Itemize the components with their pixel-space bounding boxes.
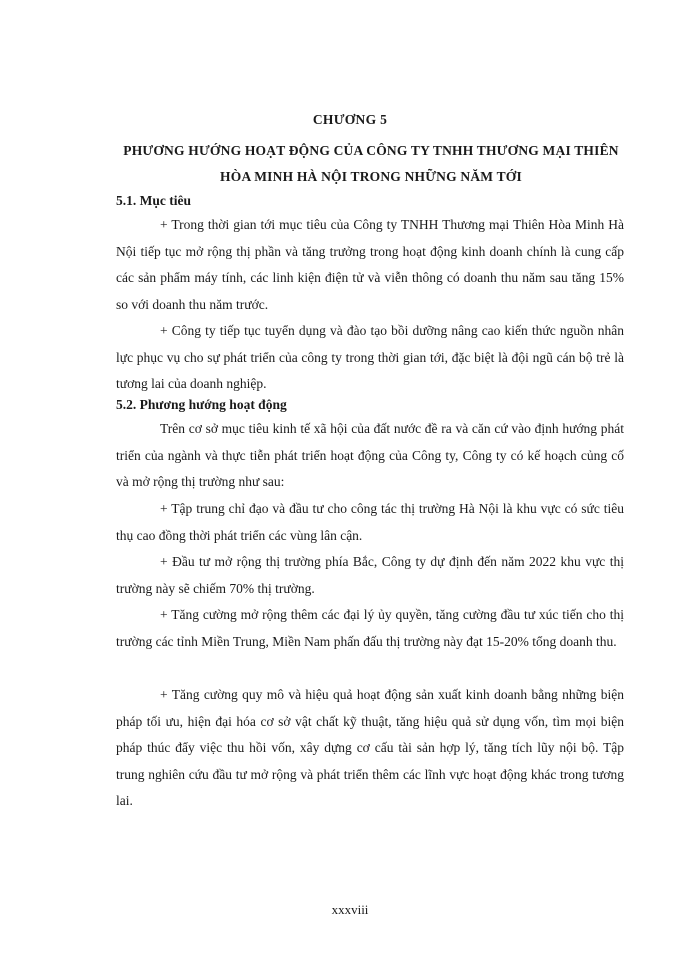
chapter-title: PHƯƠNG HƯỚNG HOẠT ĐỘNG CỦA CÔNG TY TNHH THƯƠNG MẠI THIÊN HÒA MINH HÀ NỘI TRONG NHỮNG NĂM TỚI (123, 143, 619, 184)
paragraph: Trên cơ sở mục tiêu kinh tế xã hội của đất nước đề ra và căn cứ vào định hướng phát triển của ngành và thực tiễn phát triển hoạt động của Công ty, Công ty có kế hoạch củng cố và mở rộng thị trường như sau: (116, 421, 624, 489)
section-heading-direction: 5.2. Phương hướng hoạt động (116, 397, 287, 412)
paragraph: + Tăng cường mở rộng thêm các đại lý ủy quyền, tăng cường đầu tư xúc tiến cho thị trường các tỉnh Miền Trung, Miền Nam phấn đấu thị trường này đạt 15-20% tổng doanh thu. (116, 607, 624, 649)
paragraph: + Đầu tư mở rộng thị trường phía Bắc, Công ty dự định đến năm 2022 khu vực thị trường này sẽ chiếm 70% thị trường. (116, 554, 624, 596)
paragraph: + Tăng cường quy mô và hiệu quả hoạt động sản xuất kinh doanh bằng những biện pháp tối ưu, hiện đại hóa cơ sở vật chất kỹ thuật, tăng hiệu quả sử dụng vốn, tìm mọi biện pháp thúc đẩy việc thu hồi vốn, xây dựng cơ cấu tài sản hợp lý, tăng tích lũy nội bộ. Tập trung nghiên cứu đầu tư mở rộng và phát triển thêm các lĩnh vực hoạt động khác trong tương lai. (116, 687, 624, 808)
paragraph: + Tập trung chỉ đạo và đầu tư cho công tác thị trường Hà Nội là khu vực có sức tiêu thụ cao đồng thời phát triển các vùng lân cận. (116, 501, 624, 543)
paragraph: + Công ty tiếp tục tuyển dụng và đào tạo bồi dưỡng nâng cao kiến thức nguồn nhân lực phục vụ cho sự phát triển của công ty trong thời gian tới, đặc biệt là đội ngũ cán bộ trẻ là tương lai của doanh nghiệp. (116, 323, 624, 391)
section-heading-objectives: 5.1. Mục tiêu (116, 193, 191, 208)
chapter-label: CHƯƠNG 5 (312, 112, 388, 127)
page-number: xxxviii (331, 902, 369, 917)
paragraph: + Trong thời gian tới mục tiêu của Công ty TNHH Thương mại Thiên Hòa Minh Hà Nội tiếp tục mở rộng thị phần và tăng trưởng trong hoạt động kinh doanh chính là cung cấp các sản phẩm máy tính, các linh kiện điện tử và viễn thông có doanh thu năm sau tăng 15% so với doanh thu năm trước. (116, 217, 624, 312)
